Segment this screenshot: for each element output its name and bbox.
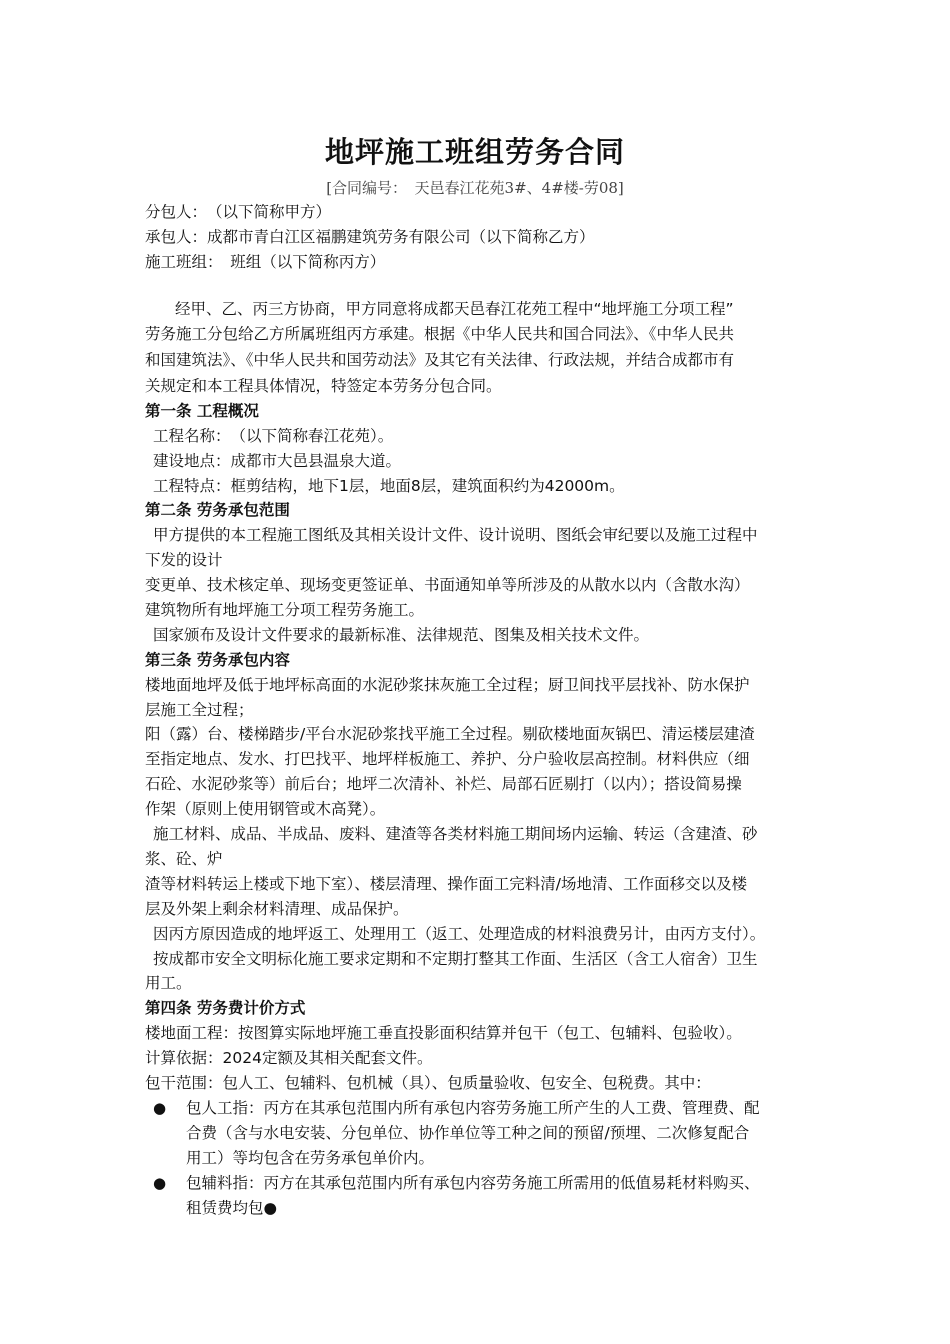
contract-number: [合同编号： 天邑春江花苑3#、4#楼-劳08] xyxy=(326,179,624,197)
intro-line: 劳务施工分包给乙方所属班组丙方承建。根据《中华人民共和国合同法》、《中华人民共 xyxy=(145,325,735,343)
article-3-heading: 第三条 劳务承包内容 xyxy=(145,651,290,669)
article-3-line: 浆、砼、炉 xyxy=(145,850,223,868)
article-1-line: 建设地点：成都市大邑县温泉大道。 xyxy=(153,452,402,470)
article-3-line: 至指定地点、发水、打巴找平、地坪样板施工、养护、分户验收层高控制。材料供应（细 xyxy=(145,750,750,768)
article-1-heading: 第一条 工程概况 xyxy=(145,402,259,420)
article-3-line: 层施工全过程； xyxy=(145,701,254,719)
article-2-line: 甲方提供的本工程施工图纸及其相关设计文件、设计说明、图纸会审纪要以及施工过程中 xyxy=(153,526,758,544)
article-3-line: 按成都市安全文明标化施工要求定期和不定期打整其工作面、生活区（含工人宿舍）卫生 xyxy=(153,950,758,968)
bullet-line: 合费（含与水电安装、分包单位、协作单位等工种之间的预留/预埋、二次修复配合 xyxy=(186,1124,750,1142)
bullet-line: 租赁费均包● xyxy=(186,1199,278,1217)
party-subcontractor: 分包人： （以下简称甲方） xyxy=(145,203,332,221)
article-3-line: 因丙方原因造成的地坪返工、处理用工（返工、处理造成的材料浪费另计，由丙方支付）。 xyxy=(153,925,766,943)
intro-line: 关规定和本工程具体情况，特签定本劳务分包合同。 xyxy=(145,377,502,395)
article-3-line: 施工材料、成品、半成品、废料、建渣等各类材料施工期间场内运输、转运（含建渣、砂 xyxy=(153,825,758,843)
party-team: 施工班组： 班组（以下简称丙方） xyxy=(145,253,386,271)
bullet-line: 包人工指：丙方在其承包范围内所有承包内容劳务施工所产生的人工费、管理费、配 xyxy=(186,1099,760,1117)
article-2-line: 变更单、技术核定单、现场变更签证单、书面通知单等所涉及的从散水以内（含散水沟） xyxy=(145,576,750,594)
intro-line: 经甲、乙、丙三方协商，甲方同意将成都天邑春江花苑工程中“地坪施工分项工程” xyxy=(175,300,734,318)
bullet-dot: ● xyxy=(153,1174,167,1192)
article-2-line: 国家颁布及设计文件要求的最新标准、法律规范、图集及相关技术文件。 xyxy=(153,626,650,644)
bullet-line: 包辅料指：丙方在其承包范围内所有承包内容劳务施工所需用的低值易耗材料购买、 xyxy=(186,1174,760,1192)
article-1-line: 工程特点：框剪结构，地下1层，地面8层，建筑面积约为42000m。 xyxy=(153,477,625,495)
bullet-line: 用工）等均包含在劳务承包单价内。 xyxy=(186,1149,435,1167)
article-4-line: 包干范围：包人工、包辅料、包机械（具）、包质量验收、包安全、包税费。其中： xyxy=(145,1074,711,1092)
article-2-line: 下发的设计 xyxy=(145,551,223,569)
article-3-line: 层及外架上剩余材料清理、成品保护。 xyxy=(145,900,409,918)
article-2-line: 建筑物所有地坪施工分项工程劳务施工。 xyxy=(145,601,425,619)
article-3-line: 石砼、水泥砂浆等）前后台；地坪二次清补、补烂、局部石匠剔打（以内）；搭设简易操 xyxy=(145,775,742,793)
party-contractor: 承包人：成都市青白江区福鹏建筑劳务有限公司（以下简称乙方） xyxy=(145,228,595,246)
bullet-dot: ● xyxy=(153,1099,167,1117)
article-4-line: 楼地面工程：按图算实际地坪施工垂直投影面积结算并包干（包工、包辅料、包验收）。 xyxy=(145,1024,742,1042)
article-3-line: 作架（原则上使用钢管或木高凳）。 xyxy=(145,800,386,818)
article-3-line: 阳（露）台、楼梯踏步/平台水泥砂浆找平施工全过程。剔砍楼地面灰锅巴、清运楼层建渣 xyxy=(145,725,755,743)
article-4-line: 计算依据：2024定额及其相关配套文件。 xyxy=(145,1049,433,1067)
article-1-line: 工程名称： （以下简称春江花苑）。 xyxy=(153,427,394,445)
article-2-heading: 第二条 劳务承包范围 xyxy=(145,501,290,519)
intro-line: 和国建筑法》、《中华人民共和国劳动法》及其它有关法律、行政法规，并结合成都市有 xyxy=(145,351,735,369)
article-3-line: 用工。 xyxy=(145,974,192,992)
article-3-line: 楼地面地坪及低于地坪标高面的水泥砂浆抹灰施工全过程；厨卫间找平层找补、防水保护 xyxy=(145,676,750,694)
document-title: 地坪施工班组劳务合同 xyxy=(324,135,625,169)
article-3-line: 渣等材料转运上楼或下地下室）、楼层清理、操作面工完料清/场地清、工作面移交以及楼 xyxy=(145,875,747,893)
article-4-heading: 第四条 劳务费计价方式 xyxy=(145,999,306,1017)
